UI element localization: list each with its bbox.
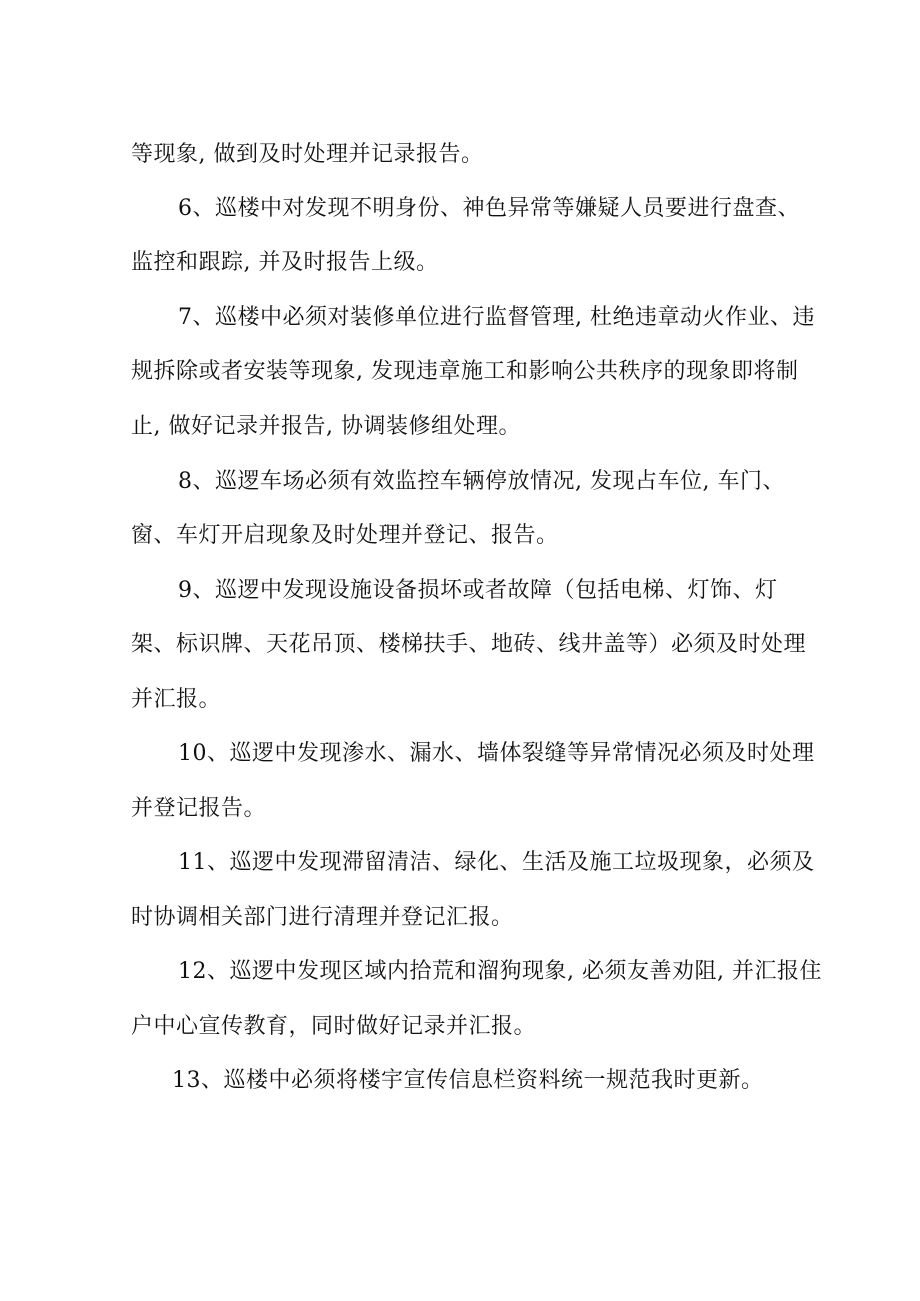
item-8-line-1: 8、巡逻车场必须有效监控车辆停放情况, 发现占车位, 车门、 bbox=[178, 469, 785, 494]
item-11-line-2: 时协调相关部门进行清理并登记汇报。 bbox=[131, 905, 514, 930]
item-9-line-1: 9、巡逻中发现设施设备损坏或者故障（包括电梯、灯饰、灯 bbox=[178, 578, 778, 603]
item-6-line-2: 监控和跟踪, 并及时报告上级。 bbox=[131, 250, 439, 275]
item-7-line-3: 止, 做好记录并报告, 协调装修组处理。 bbox=[131, 414, 521, 439]
item-10-line-1: 10、巡逻中发现渗水、漏水、墙体裂缝等异常情况必须及时处理 bbox=[178, 741, 815, 766]
paragraph-line: 等现象, 做到及时处理并记录报告。 bbox=[131, 142, 484, 167]
item-9-line-3: 并汇报。 bbox=[131, 687, 222, 712]
item-10-line-2: 并登记报告。 bbox=[131, 796, 267, 821]
item-13-line-1: 13、巡楼中必须将楼宇宣传信息栏资料统一规范我时更新。 bbox=[172, 1068, 764, 1093]
item-11-line-1: 11、巡逻中发现滞留清洁、绿化、生活及施工垃圾现象，必须及 bbox=[178, 850, 815, 875]
item-12-line-2: 户中心宣传教育，同时做好记录并汇报。 bbox=[131, 1014, 537, 1039]
item-8-line-2: 窗、车灯开启现象及时处理并登记、报告。 bbox=[131, 523, 559, 548]
item-6-line-1: 6、巡楼中对发现不明身份、神色异常等嫌疑人员要进行盘查、 bbox=[178, 196, 800, 221]
item-9-line-2: 架、标识牌、天花吊顶、楼梯扶手、地砖、线井盖等）必须及时处理 bbox=[131, 632, 807, 657]
item-7-line-2: 规拆除或者安装等现象, 发现违章施工和影响公共秩序的现象即将制 bbox=[131, 359, 799, 384]
item-12-line-1: 12、巡逻中发现区域内拾荒和溜狗现象, 必须友善劝阻, 并汇报住 bbox=[178, 959, 822, 984]
item-7-line-1: 7、巡楼中必须对装修单位进行监督管理, 杜绝违章动火作业、违 bbox=[178, 305, 815, 330]
